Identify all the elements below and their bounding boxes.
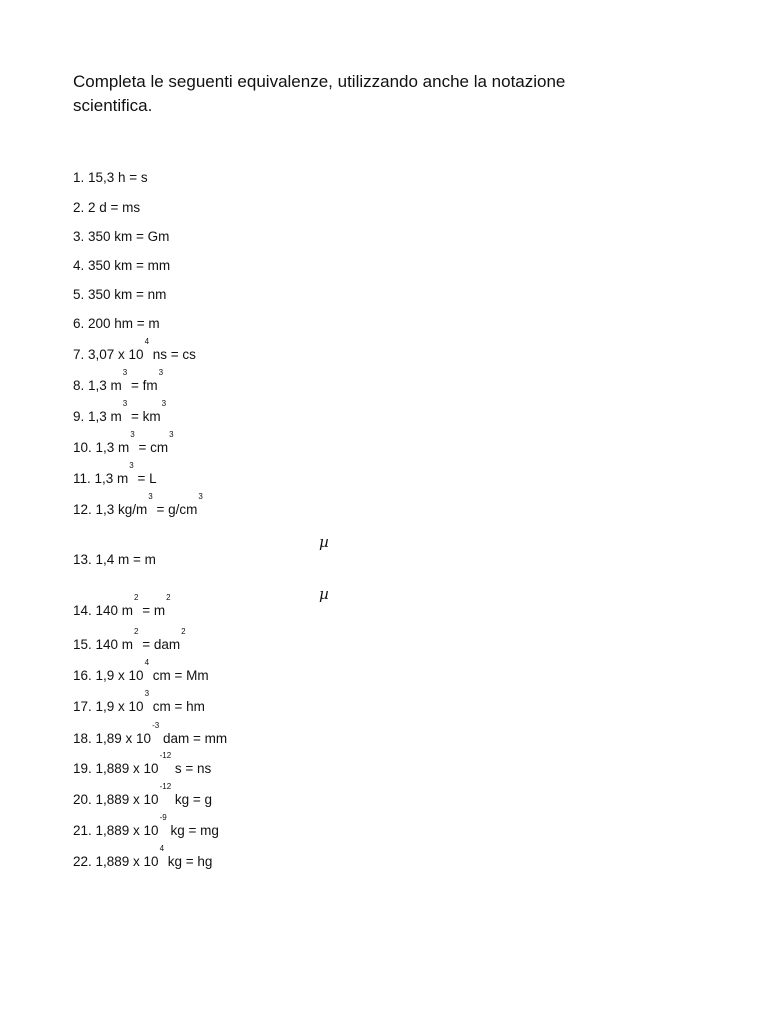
mu-symbol-item-14: µ — [319, 585, 329, 603]
worksheet-heading — [73, 70, 673, 118]
exercise-item-14: 14. 140 $m^2 = m^2$ — [73, 593, 171, 618]
exercise-item-17: 17. 1,9 x $10^3$ cm = hm — [73, 689, 205, 714]
heading-line-2: scientifica. — [73, 96, 153, 115]
exercise-item-13: 13. 1,4 m = m — [73, 552, 156, 567]
exercise-item-7: 7. 3,07 x $10^4$ ns = cs — [73, 337, 196, 362]
exercise-item-20: 20. 1,889 x $10^{-12}$ kg = g — [73, 782, 213, 807]
exercise-item-10: 10. 1,3 $m^3 = cm^3$ — [73, 430, 174, 455]
exercise-item-16: 16. 1,9 x $10^4$ cm = Mm — [73, 658, 209, 683]
exercise-item-5: 5. 350 km = nm — [73, 287, 167, 302]
exercise-item-15: 15. 140 $m^2 = dam^2$ — [73, 627, 186, 652]
exercise-item-9: 9. 1,3 $m^3 = km^3$ — [73, 399, 167, 424]
heading-line-1: Completa le seguenti equivalenze, utilizzando anche la notazione — [73, 72, 566, 91]
exercise-item-11: 11. 1,3 $m^3 = L$ — [73, 461, 157, 486]
exercise-item-18: 18. 1,89 x $10^{-3}$ dam = mm — [73, 721, 228, 746]
exercise-item-12: 12. 1,3 $kg/m^3 = g/cm^3$ — [73, 492, 203, 517]
exercise-item-8: 8. 1,3 $m^3 = fm^3$ — [73, 368, 164, 393]
exercise-item-21: 21. 1,889 x $10^{-9}$ kg = mg — [73, 813, 219, 838]
mu-symbol-item-13: µ — [319, 533, 329, 551]
exercise-item-6: 6. 200 hm = m — [73, 316, 160, 331]
exercise-item-2: 2. 2 d = ms — [73, 200, 141, 215]
exercise-item-4: 4. 350 km = mm — [73, 258, 171, 273]
exercise-item-19: 19. 1,889 x $10^{-12}$ s = ns — [73, 751, 212, 776]
exercise-item-3: 3. 350 km = Gm — [73, 229, 170, 244]
exercise-item-1: 1. 15,3 h = s — [73, 170, 148, 185]
exercise-item-22: 22. 1,889 x $10^4$ kg = hg — [73, 844, 213, 869]
